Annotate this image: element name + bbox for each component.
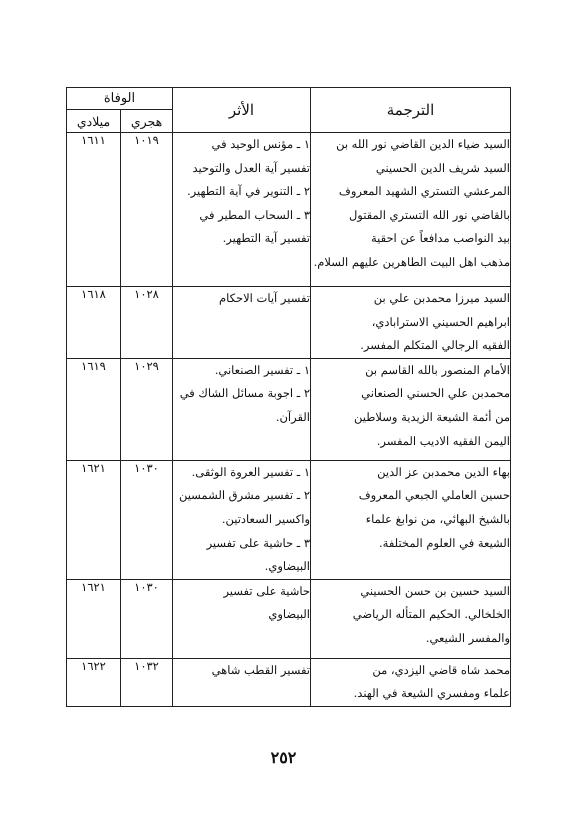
hijri-year-cell: ١٠١٩	[121, 133, 173, 287]
works-cell	[173, 658, 311, 706]
works-line: البيضاوي.	[264, 559, 310, 574]
hijri-year-cell: ١٠٢٩	[121, 358, 173, 460]
biography-line: الشيعة في العلوم المختلفة.	[379, 535, 510, 550]
works-line: ١ ـ تفسير العروة الوثقى.	[191, 464, 310, 479]
works-line: ٣ ـ حاشية على تفسير	[206, 535, 310, 550]
biography-line: السيد ضياء الدين القاضي نور الله بن	[336, 137, 510, 151]
works-line: تفسير القطب شاهي	[211, 662, 310, 677]
biography-line: بالقاضي نور الله التستري المقتول	[348, 207, 510, 222]
biography-line: بالشيخ البهائي، من نوابغ علماء	[365, 511, 510, 526]
works-line: تفسير آية التطهير.	[222, 231, 310, 246]
hijri-year-cell: ١٠٣٢	[121, 658, 173, 706]
works-cell	[173, 133, 311, 287]
biography-line: بيد النواصب مدافعاً عن احقية	[370, 231, 510, 246]
biography-line: من أئمة الشيعة الزيدية وسلاطين	[354, 409, 510, 424]
works-cell	[173, 579, 311, 658]
gregorian-year-cell: ١٦٢١	[67, 579, 121, 658]
gregorian-year-cell: ١٦١٨	[67, 287, 121, 359]
biography-line: حسين العاملي الجبعي المعروف	[358, 488, 510, 503]
biography-line: محمد شاه قاضي اليزدي، من	[372, 662, 510, 677]
works-line: تفسير آية العدل والتوحيد	[192, 160, 310, 175]
gregorian-year-cell: ١٦١٩	[67, 358, 121, 460]
biography-cell	[311, 658, 511, 706]
biography-line: السيد ميرزا محمدبن علي بن	[373, 291, 510, 305]
biography-line: السيد شريف الدين الحسيني	[375, 160, 510, 175]
biography-line: ابراهيم الحسيني الاسترابادي،	[371, 314, 510, 329]
biography-cell	[311, 579, 511, 658]
hijri-year-cell: ١٠٢٨	[121, 287, 173, 359]
biography-line: الأمام المنصور بالله القاسم بن	[365, 362, 510, 377]
table-row	[67, 460, 511, 579]
biography-line: مذهب اهل البيت الطاهرين عليهم السلام.	[313, 254, 510, 269]
table-row	[67, 579, 511, 658]
works-line: ٣ ـ السحاب المطير في	[199, 207, 310, 222]
biography-line: الفقيه الرجالي المتكلم المفسر.	[360, 338, 510, 353]
gregorian-year-cell: ١٦٢١	[67, 460, 121, 579]
hijri-year-cell: ١٠٣٠	[121, 460, 173, 579]
table-row	[67, 133, 511, 287]
works-line: البيضاوي	[268, 607, 310, 622]
works-cell	[173, 460, 311, 579]
biography-cell	[311, 133, 511, 287]
biography-line: والمفسر الشيعي.	[425, 630, 510, 645]
works-cell	[173, 358, 311, 460]
biography-line: الخلخالي. الحكيم المتأله الرياضي	[352, 607, 510, 622]
table-row	[67, 287, 511, 359]
hijri-year-cell: ١٠٣٠	[121, 579, 173, 658]
biography-line: اليمن الفقيه الاديب المفسر.	[376, 433, 510, 448]
header-hijri: هجري	[121, 110, 173, 133]
works-line: ١ ـ مؤنس الوحيد في	[211, 137, 310, 151]
table-row	[67, 358, 511, 460]
works-line: ٢ ـ تفسير مشرق الشمسين	[178, 488, 310, 503]
works-line: القرآن.	[275, 409, 310, 424]
works-line: ٢ ـ التنوير في آية التطهير.	[187, 184, 310, 199]
biography-cell	[311, 358, 511, 460]
gregorian-year-cell: ١٦١١	[67, 133, 121, 287]
works-cell	[173, 287, 311, 359]
biography-line: بهاء الدين محمدبن عز الدين	[377, 464, 510, 479]
header-biography: الترجمة	[311, 88, 511, 133]
header-gregorian: ميلادي	[67, 110, 121, 133]
biography-cell	[311, 460, 511, 579]
table-row	[67, 658, 511, 706]
gregorian-year-cell: ١٦٢٢	[67, 658, 121, 706]
works-line: حاشية على تفسير	[223, 583, 310, 598]
works-line: ١ ـ تفسير الصنعاني.	[214, 362, 310, 377]
biography-cell	[311, 287, 511, 359]
biography-line: محمدبن علي الحسني الصنعاني	[361, 386, 510, 401]
biography-line: علماء ومفسري الشيعة في الهند.	[353, 686, 510, 701]
biography-line: المرعشي التستري الشهيد المعروف	[338, 184, 510, 199]
page-number: ٢٥٢	[270, 748, 297, 767]
works-line: واكسير السعادتين.	[221, 511, 310, 526]
works-line: ٢ ـ اجوبة مسائل الشاك في	[179, 386, 310, 401]
biography-line: السيد حسين بن حسن الحسيني	[360, 583, 510, 598]
header-works: الأثر	[173, 88, 311, 133]
header-death: الوفاة	[67, 88, 173, 110]
works-line: تفسير آيات الاحكام	[219, 291, 310, 305]
scholars-table	[66, 87, 511, 707]
